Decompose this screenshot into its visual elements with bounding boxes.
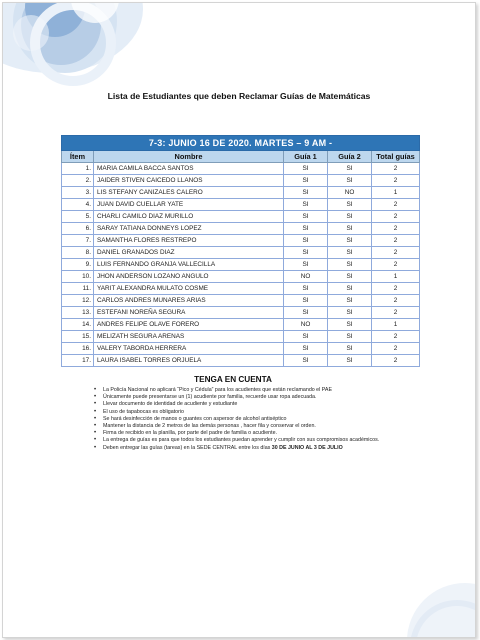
cell-guia-2: SI [328, 331, 372, 343]
cell-guia-2: SI [328, 319, 372, 331]
cell-name: DANIEL GRANADOS DIAZ [94, 247, 284, 259]
header-total: Total guías [372, 151, 420, 163]
cell-guia-1: SI [284, 211, 328, 223]
cell-guia-2: SI [328, 175, 372, 187]
cell-guia-1: NO [284, 271, 328, 283]
cell-name: MARIA CAMILA BACCA SANTOS [94, 163, 284, 175]
cell-name: CARLOS ANDRES MUNARES ARIAS [94, 295, 284, 307]
note-item [103, 401, 423, 408]
note-item [103, 409, 423, 416]
table-row [62, 199, 420, 211]
note-item [103, 423, 423, 430]
note-item [103, 437, 423, 444]
decorative-circles-bottom [365, 567, 475, 637]
note-text: La Policía Nacional no aplicará “Pico y Cédula” para los acudientes que están reclamando el PAE [103, 387, 332, 393]
cell-total: 2 [372, 223, 420, 235]
note-item [103, 430, 423, 437]
cell-total: 2 [372, 343, 420, 355]
note-item [103, 445, 423, 452]
table-row [62, 343, 420, 355]
cell-item: 10. [62, 271, 94, 283]
cell-guia-2: NO [328, 187, 372, 199]
cell-guia-2: SI [328, 223, 372, 235]
cell-guia-1: SI [284, 199, 328, 211]
notes-section [93, 375, 423, 452]
cell-guia-2: SI [328, 283, 372, 295]
note-text: El uso de tapabocas es obligatorio [103, 408, 184, 415]
cell-item: 13. [62, 307, 94, 319]
cell-guia-1: SI [284, 283, 328, 295]
notes-list [93, 387, 423, 452]
cell-guia-2: SI [328, 235, 372, 247]
cell-item: 15. [62, 331, 94, 343]
cell-item: 9. [62, 259, 94, 271]
table-row [62, 283, 420, 295]
cell-name: SAMANTHA FLORES RESTREPO [94, 235, 284, 247]
table-row [62, 247, 420, 259]
cell-guia-1: SI [284, 355, 328, 367]
cell-total: 2 [372, 331, 420, 343]
cell-guia-1: SI [284, 187, 328, 199]
table-row [62, 355, 420, 367]
cell-guia-2: SI [328, 211, 372, 223]
table-row [62, 307, 420, 319]
cell-total: 2 [372, 295, 420, 307]
cell-total: 2 [372, 259, 420, 271]
cell-name: YARIT ALEXANDRA MULATO COSME [94, 283, 284, 295]
cell-name: CHARLI CAMILO DIAZ MURILLO [94, 211, 284, 223]
cell-name: ESTEFANI NOREÑA SEGURA [94, 307, 284, 319]
note-text: Firma de recibido en la planilla, por parte del padre de familia o acudiente. [103, 430, 278, 437]
cell-total: 2 [372, 235, 420, 247]
note-item [103, 394, 423, 401]
cell-total: 2 [372, 247, 420, 259]
table-row [62, 331, 420, 343]
cell-guia-1: SI [284, 175, 328, 187]
cell-name: JUAN DAVID CUELLAR YATE [94, 199, 284, 211]
cell-name: LAURA ISABEL TORRES ORJUELA [94, 355, 284, 367]
cell-guia-1: SI [284, 247, 328, 259]
cell-item: 14. [62, 319, 94, 331]
cell-name: MELIZATH SEGURA ARENAS [94, 331, 284, 343]
cell-item: 12. [62, 295, 94, 307]
cell-guia-1: SI [284, 163, 328, 175]
table-row [62, 259, 420, 271]
cell-guia-1: SI [284, 331, 328, 343]
note-text: Mantener la distancia de 2 metros de las demás personas , hacer fila y conservar el orden. [103, 423, 316, 430]
cell-guia-2: SI [328, 271, 372, 283]
cell-guia-2: SI [328, 343, 372, 355]
notes-title: TENGA EN CUENTA [194, 375, 272, 384]
cell-name: ANDRES FELIPE OLAVE FORERO [94, 319, 284, 331]
cell-total: 2 [372, 199, 420, 211]
cell-total: 1 [372, 271, 420, 283]
table-row [62, 223, 420, 235]
cell-guia-1: SI [284, 235, 328, 247]
cell-item: 17. [62, 355, 94, 367]
cell-item: 5. [62, 211, 94, 223]
cell-total: 1 [372, 319, 420, 331]
cell-item: 7. [62, 235, 94, 247]
table-row [62, 235, 420, 247]
cell-guia-1: SI [284, 259, 328, 271]
cell-guia-1: NO [284, 319, 328, 331]
cell-total: 2 [372, 307, 420, 319]
cell-total: 2 [372, 175, 420, 187]
note-text: La entrega de guías es para que todos los estudiantes puedan aprender y cumplir con sus compromisos académicos. [103, 437, 380, 444]
cell-item: 1. [62, 163, 94, 175]
cell-name: SARAY TATIANA DONNEYS LOPEZ [94, 223, 284, 235]
cell-item: 6. [62, 223, 94, 235]
cell-name: VALERY TABORDA HERRERA [94, 343, 284, 355]
students-table [61, 135, 420, 367]
document-title: Lista de Estudiantes que deben Reclamar Guías de Matemáticas [107, 91, 371, 101]
cell-name: LIS STEFANY CANIZALES CALERO [94, 187, 284, 199]
note-text: Llevar documento de identidad de acudiente y estudiante [103, 401, 238, 408]
cell-item: 3. [62, 187, 94, 199]
note-item [103, 416, 423, 423]
cell-total: 1 [372, 187, 420, 199]
cell-item: 11. [62, 283, 94, 295]
note-text: Se hará desinfección de manos o guantes con aspersor de alcohol antiséptico [103, 415, 287, 422]
header-item: Ítem [62, 151, 94, 163]
cell-name: JHON ANDERSON LOZANO ANGULO [94, 271, 284, 283]
cell-item: 2. [62, 175, 94, 187]
table-row [62, 295, 420, 307]
document-page [2, 2, 476, 638]
note-text: Únicamente puede presentarse un (1) acudiente por familia, recuerde usar ropa adecuada. [103, 394, 317, 401]
cell-guia-2: SI [328, 307, 372, 319]
cell-total: 2 [372, 211, 420, 223]
table-row [62, 175, 420, 187]
cell-item: 4. [62, 199, 94, 211]
note-emphasis: 30 DE JUNIO AL 3 DE JULIO [271, 444, 343, 451]
cell-name: LUIS FERNANDO GRANJA VALLECILLA [94, 259, 284, 271]
cell-item: 16. [62, 343, 94, 355]
cell-guia-2: SI [328, 355, 372, 367]
cell-guia-2: SI [328, 199, 372, 211]
students-table-container [61, 135, 419, 367]
cell-guia-2: SI [328, 163, 372, 175]
cell-guia-1: SI [284, 307, 328, 319]
cell-guia-1: SI [284, 223, 328, 235]
cell-name: JAIDER STIVEN CAICEDO LLANOS [94, 175, 284, 187]
table-row [62, 187, 420, 199]
table-header-row [62, 151, 420, 163]
table-row [62, 211, 420, 223]
cell-guia-2: SI [328, 295, 372, 307]
cell-guia-2: SI [328, 247, 372, 259]
table-body [62, 163, 420, 367]
cell-total: 2 [372, 163, 420, 175]
table-row [62, 271, 420, 283]
header-name: Nombre [94, 151, 284, 163]
cell-guia-1: SI [284, 343, 328, 355]
table-row [62, 163, 420, 175]
cell-total: 2 [372, 283, 420, 295]
cell-total: 2 [372, 355, 420, 367]
table-row [62, 319, 420, 331]
note-text: Deben entregar las guías (tareas) en la SEDE CENTRAL entre los días [103, 444, 272, 451]
header-guia-2: Guía 2 [328, 151, 372, 163]
cell-guia-1: SI [284, 295, 328, 307]
table-banner: 7-3: JUNIO 16 DE 2020. MARTES – 9 AM - [62, 136, 420, 151]
header-guia-1: Guía 1 [284, 151, 328, 163]
cell-item: 8. [62, 247, 94, 259]
cell-guia-2: SI [328, 259, 372, 271]
